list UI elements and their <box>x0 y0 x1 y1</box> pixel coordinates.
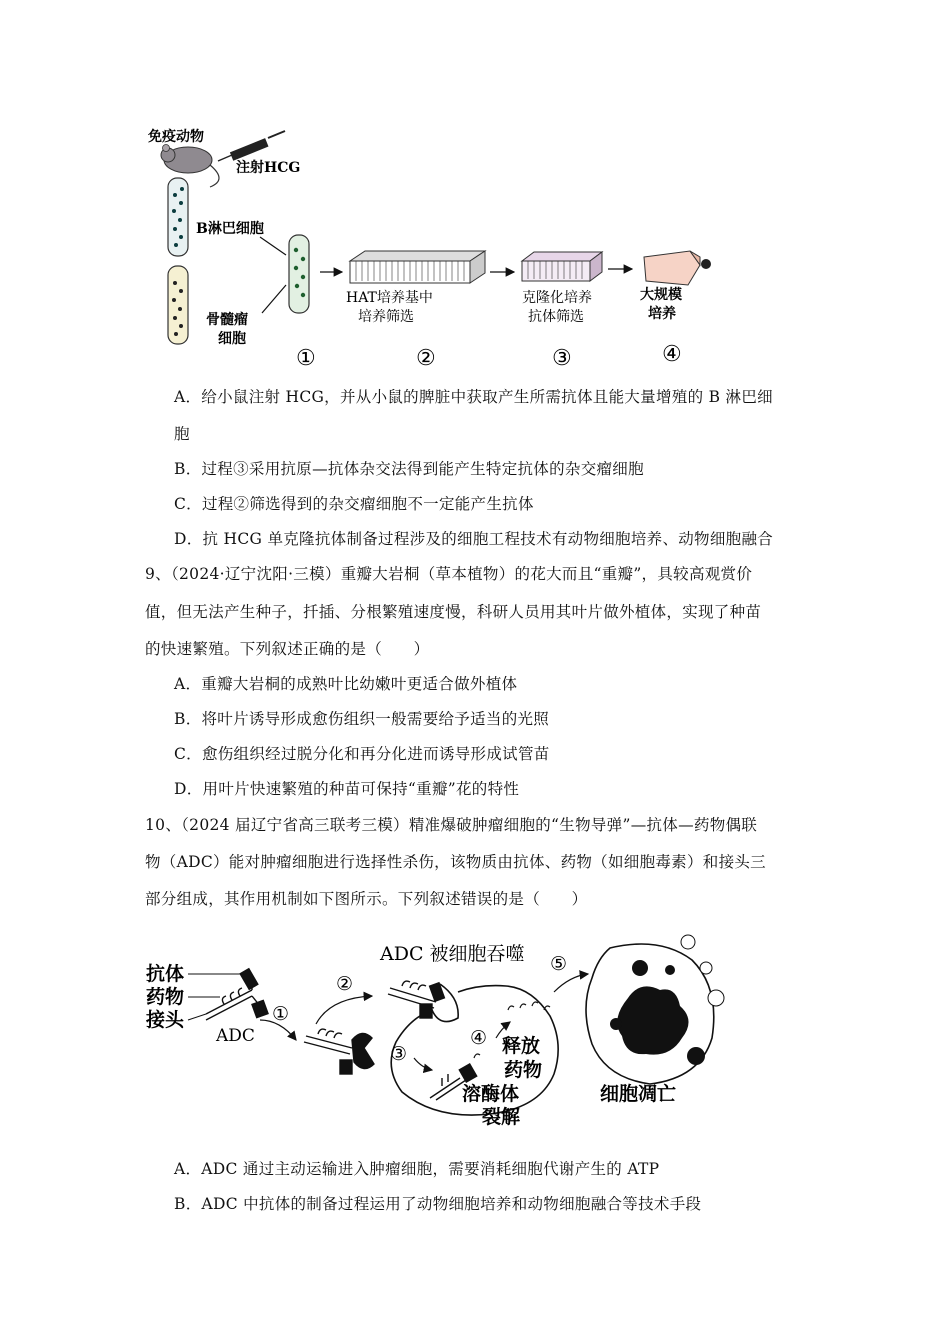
lysosome-label-1: 溶酶体 <box>462 1083 520 1105</box>
step-3-label-fig2: ③ <box>390 1043 408 1065</box>
step-5-label-fig2: ⑤ <box>550 953 568 975</box>
q9-option-a: A．重瓣大岩桐的成熟叶比幼嫩叶更适合做外植体 <box>174 675 518 693</box>
step-4-label-fig2: ④ <box>470 1027 488 1049</box>
q10-option-b: B．ADC 中抗体的制备过程运用了动物细胞培养和动物细胞融合等技术手段 <box>174 1195 702 1213</box>
q9-stem-line3: 的快速繁殖。下列叙述正确的是（ ） <box>145 640 430 658</box>
fusion-tube <box>289 235 309 313</box>
q10-option-a: A．ADC 通过主动运输进入肿瘤细胞，需要消耗细胞代谢产生的 ATP <box>174 1160 660 1178</box>
step-1-label: ① <box>296 346 316 371</box>
myeloma-label-2: 细胞 <box>218 331 246 347</box>
clone-label-1: 克隆化培养 <box>522 290 592 306</box>
drug-label: 药物 <box>146 986 185 1008</box>
adc-engulfed-icon <box>388 981 444 1018</box>
animal-label: 免疫动物 <box>148 129 204 145</box>
large-label-2: 培养 <box>648 306 676 322</box>
large-label-1: 大规模 <box>640 287 682 303</box>
q9-option-c: C．愈伤组织经过脱分化和再分化进而诱导形成试管苗 <box>174 745 550 763</box>
mouse-icon <box>161 145 219 188</box>
q9-stem-line2: 值，但无法产生种子，扦插、分根繁殖速度慢，科研人员用其叶片做外植体，实现了种苗 <box>145 603 762 621</box>
inject-label: 注射HCG <box>236 160 301 176</box>
q8-option-a-line1: A．给小鼠注射 HCG，并从小鼠的脾脏中获取产生所需抗体且能大量增殖的 B 淋巴细 <box>174 388 773 406</box>
apoptotic-cell-icon <box>586 935 724 1084</box>
q8-option-c: C．过程②筛选得到的杂交瘤细胞不一定能产生抗体 <box>174 495 534 513</box>
hat-label-1: HAT培养基中 <box>346 290 433 306</box>
engulfed-label: ADC 被细胞吞噬 <box>380 943 525 965</box>
hat-label-2: 培养筛选 <box>358 309 414 325</box>
death-label: 细胞凋亡 <box>600 1083 677 1105</box>
hybridoma-figure <box>140 125 720 375</box>
syringe-icon <box>218 131 285 161</box>
adc-molecule-icon <box>206 969 268 1020</box>
myeloma-label-1: 骨髓瘤 <box>206 312 248 328</box>
antibody-label: 抗体 <box>146 963 185 985</box>
culture-bag-icon <box>644 251 711 285</box>
myeloma-tube <box>168 266 188 344</box>
q9-option-b: B．将叶片诱导形成愈伤组织一般需要给予适当的光照 <box>174 710 550 728</box>
step-1-label-fig2: ① <box>272 1003 290 1025</box>
linker-label: 接头 <box>146 1009 185 1031</box>
release-label-2: 药物 <box>504 1059 543 1081</box>
adc-bound-icon <box>304 1029 374 1074</box>
step-4-label: ④ <box>662 342 682 367</box>
step-3-label: ③ <box>552 346 572 371</box>
adc-label: ADC <box>216 1026 255 1046</box>
step-2-label: ② <box>416 346 436 371</box>
step-2-label-fig2: ② <box>336 973 354 995</box>
hat-plate-icon <box>350 251 485 283</box>
clone-label-2: 抗体筛选 <box>528 309 584 325</box>
q8-option-b: B．过程③采用抗原—抗体杂交法得到能产生特定抗体的杂交瘤细胞 <box>174 460 644 478</box>
q10-stem-line1: 10、（2024 届辽宁省高三联考三模）精准爆破肿瘤细胞的“生物导弹”—抗体—药物偶联 <box>145 816 758 834</box>
b-cell-label: B淋巴细胞 <box>196 221 264 237</box>
b-cell-tube <box>168 178 188 256</box>
q8-option-a-line2: 胞 <box>174 425 190 443</box>
release-label-1: 释放 <box>502 1035 541 1057</box>
q10-stem-line3: 部分组成，其作用机制如下图所示。下列叙述错误的是（ ） <box>145 890 588 908</box>
lysosome-label-2: 裂解 <box>482 1106 521 1128</box>
q10-stem-line2: 物（ADC）能对肿瘤细胞进行选择性杀伤，该物质由抗体、药物（如细胞毒素）和接头三 <box>145 853 766 871</box>
q9-option-d: D．用叶片快速繁殖的种苗可保持“重瓣”花的特性 <box>174 780 520 798</box>
q8-option-d: D．抗 HCG 单克隆抗体制备过程涉及的细胞工程技术有动物细胞培养、动物细胞融合 <box>174 530 774 548</box>
q9-stem-line1: 9、（2024·辽宁沈阳·三模）重瓣大岩桐（草本植物）的花大而且“重瓣”，具较高观赏价 <box>145 565 753 583</box>
clone-plate-icon <box>522 252 602 281</box>
adc-figure <box>140 928 740 1138</box>
